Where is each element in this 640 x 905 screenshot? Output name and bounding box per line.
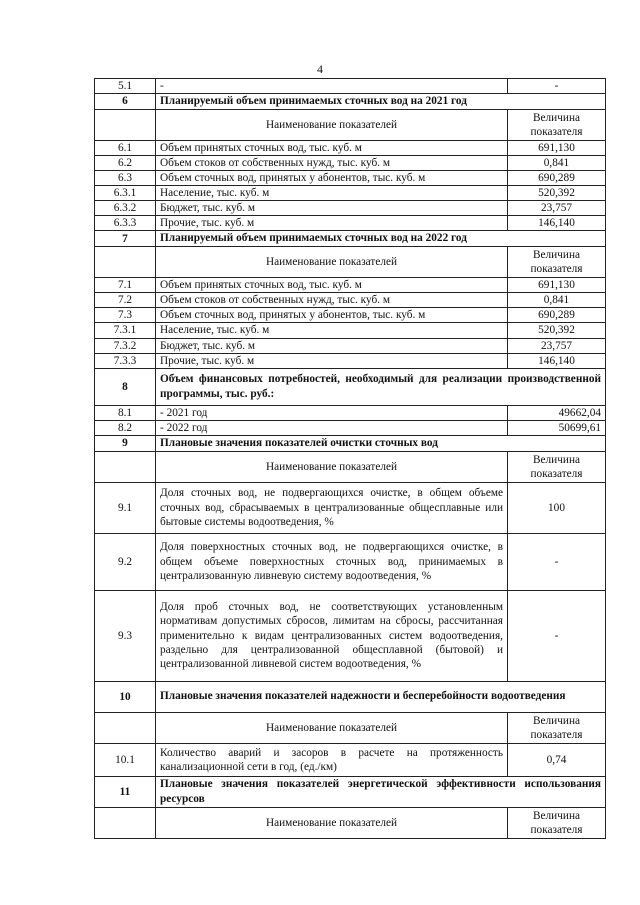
row-number: 7.3: [95, 308, 156, 323]
table-row: [95, 278, 606, 293]
indicator-value: 691,130: [508, 278, 606, 293]
indicator-name: Доля проб сточных вод, не соответствующих установленным нормативам допустимых сбросов, лимитам на сбросы, рассчитанная применительно к видам централизованных систем водоотведения, раздельно для централизованной общесплавной (бытовой) и централизованной ливневой систем водоотведения, %: [156, 590, 508, 681]
row-number: 5.1: [95, 79, 156, 94]
row-number: 6.3.3: [95, 216, 156, 231]
empty-cell: [95, 109, 156, 140]
section-title: Плановые значения показателей очистки сточных вод: [156, 435, 606, 451]
table-row: [95, 338, 606, 353]
table-row: [95, 353, 606, 368]
table-row: [95, 79, 606, 94]
empty-cell: [95, 712, 156, 743]
table-row: [95, 743, 606, 776]
row-number: 6.1: [95, 140, 156, 155]
indicator-value: 520,392: [508, 323, 606, 338]
section-number: 11: [95, 776, 156, 807]
section-title: Плановые значения показателей надежности и бесперебойности водоотведения: [156, 681, 606, 712]
indicator-name: Объем стоков от собственных нужд, тыс. куб. м: [156, 155, 508, 170]
page-number: 4: [317, 62, 323, 76]
row-number: 7.1: [95, 278, 156, 293]
empty-cell: [95, 451, 156, 482]
indicator-value: 146,140: [508, 216, 606, 231]
indicator-name: Бюджет, тыс. куб. м: [156, 201, 508, 216]
indicator-value: 0,841: [508, 293, 606, 308]
column-header-value: Величина показателя: [508, 247, 606, 278]
table-row: [95, 420, 606, 435]
indicator-value: 100: [508, 482, 606, 533]
column-header-row: [95, 712, 606, 743]
indicator-name: -: [156, 79, 508, 94]
indicator-value: 23,757: [508, 338, 606, 353]
row-number: 8.1: [95, 405, 156, 420]
indicator-name: Объем сточных вод, принятых у абонентов, тыс. куб. м: [156, 171, 508, 186]
section-number: 6: [95, 94, 156, 110]
table-row: [95, 171, 606, 186]
indicator-name: Прочие, тыс. куб. м: [156, 353, 508, 368]
table-row: [95, 482, 606, 533]
indicator-value: 146,140: [508, 353, 606, 368]
section-row: [95, 231, 606, 247]
table-row: [95, 590, 606, 681]
indicator-name: Объем стоков от собственных нужд, тыс. куб. м: [156, 293, 508, 308]
row-number: 7.3.1: [95, 323, 156, 338]
table-row: [95, 140, 606, 155]
indicator-name: Объем принятых сточных вод, тыс. куб. м: [156, 278, 508, 293]
table-row: [95, 405, 606, 420]
row-number: 7.2: [95, 293, 156, 308]
indicator-value: -: [508, 533, 606, 590]
row-number: 9.1: [95, 482, 156, 533]
indicator-name: Количество аварий и засоров в расчете на протяженность канализационной сети в год, (ед./км): [156, 743, 508, 776]
indicator-value: -: [508, 79, 606, 94]
column-header-name: Наименование показателей: [156, 807, 508, 838]
column-header-name: Наименование показателей: [156, 247, 508, 278]
section-row: [95, 94, 606, 110]
section-row: [95, 368, 606, 405]
row-number: 6.2: [95, 155, 156, 170]
section-title: Планируемый объем принимаемых сточных вод на 2021 год: [156, 94, 606, 110]
table-row: [95, 201, 606, 216]
column-header-row: [95, 807, 606, 838]
indicators-table: [94, 78, 606, 839]
column-header-value: Величина показателя: [508, 109, 606, 140]
row-number: 6.3.2: [95, 201, 156, 216]
row-number: 8.2: [95, 420, 156, 435]
column-header-name: Наименование показателей: [156, 109, 508, 140]
indicator-value: 690,289: [508, 171, 606, 186]
table-row: [95, 323, 606, 338]
column-header-row: [95, 247, 606, 278]
indicator-name: Прочие, тыс. куб. м: [156, 216, 508, 231]
table-row: [95, 293, 606, 308]
empty-cell: [95, 807, 156, 838]
row-number: 10.1: [95, 743, 156, 776]
row-number: 7.3.3: [95, 353, 156, 368]
table-row: [95, 155, 606, 170]
indicator-name: Бюджет, тыс. куб. м: [156, 338, 508, 353]
column-header-name: Наименование показателей: [156, 712, 508, 743]
indicator-name: - 2021 год: [156, 405, 508, 420]
section-row: [95, 681, 606, 712]
column-header-value: Величина показателя: [508, 451, 606, 482]
section-title: Плановые значения показателей энергетической эффективности использования ресурсов: [156, 776, 606, 807]
row-number: 6.3: [95, 171, 156, 186]
column-header-row: [95, 109, 606, 140]
table-row: [95, 186, 606, 201]
indicator-name: Доля поверхностных сточных вод, не подвергающихся очистке, в общем объеме поверхностных сточных вод, принимаемых в централизованную ливневую систему водоотведения, %: [156, 533, 508, 590]
section-number: 7: [95, 231, 156, 247]
indicator-name: Объем принятых сточных вод, тыс. куб. м: [156, 140, 508, 155]
section-row: [95, 435, 606, 451]
row-number: 9.3: [95, 590, 156, 681]
indicator-value: 0,841: [508, 155, 606, 170]
column-header-value: Величина показателя: [508, 712, 606, 743]
column-header-row: [95, 451, 606, 482]
table-row: [95, 533, 606, 590]
indicator-name: - 2022 год: [156, 420, 508, 435]
indicator-value: 23,757: [508, 201, 606, 216]
indicator-value: 520,392: [508, 186, 606, 201]
indicator-name: Население, тыс. куб. м: [156, 323, 508, 338]
section-row: [95, 776, 606, 807]
empty-cell: [95, 247, 156, 278]
section-number: 9: [95, 435, 156, 451]
indicator-value: 50699,61: [508, 420, 606, 435]
table-row: [95, 216, 606, 231]
indicator-name: Объем сточных вод, принятых у абонентов, тыс. куб. м: [156, 308, 508, 323]
column-header-name: Наименование показателей: [156, 451, 508, 482]
indicator-value: 0,74: [508, 743, 606, 776]
indicator-value: 691,130: [508, 140, 606, 155]
indicator-value: 690,289: [508, 308, 606, 323]
section-title: Объем финансовых потребностей, необходимый для реализации производственной программы, тыс. руб.:: [156, 368, 606, 405]
section-title: Планируемый объем принимаемых сточных вод на 2022 год: [156, 231, 606, 247]
column-header-value: Величина показателя: [508, 807, 606, 838]
indicator-name: Население, тыс. куб. м: [156, 186, 508, 201]
table-row: [95, 308, 606, 323]
row-number: 6.3.1: [95, 186, 156, 201]
section-number: 8: [95, 368, 156, 405]
row-number: 7.3.2: [95, 338, 156, 353]
indicator-value: -: [508, 590, 606, 681]
row-number: 9.2: [95, 533, 156, 590]
indicator-value: 49662,04: [508, 405, 606, 420]
section-number: 10: [95, 681, 156, 712]
indicator-name: Доля сточных вод, не подвергающихся очистке, в общем объеме сточных вод, сбрасываемых в централизованные общесплавные или бытовые системы водоотведения, %: [156, 482, 508, 533]
